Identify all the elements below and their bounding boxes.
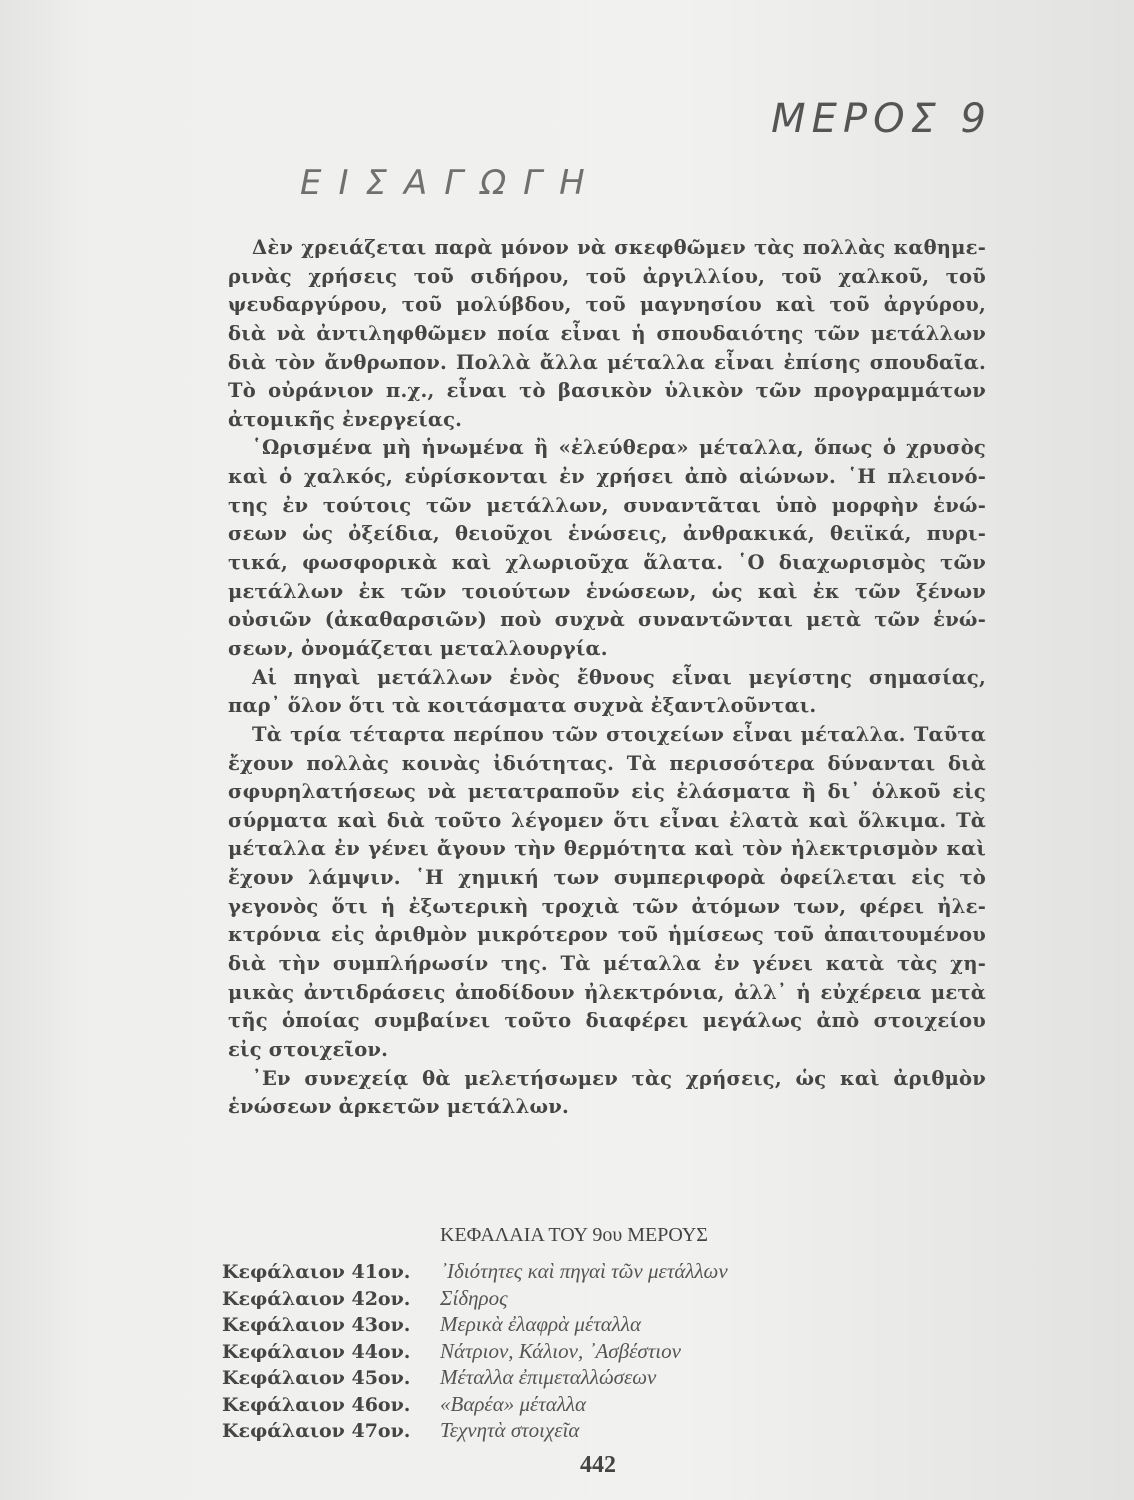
part-heading: ΜΕΡΟΣ 9 <box>771 96 992 142</box>
text-line: σεων ὡς ὀξείδια, θειοῦχοι ἑνώσεις, ἀνθρακικά, θειϊκά, πυρι- <box>228 522 986 546</box>
text-line: διὰ τὸν ἄνθρωπον. Πολλὰ ἄλλα μέταλλα εἶναι ἐπίσης σπουδαῖα. <box>228 350 986 374</box>
paragraph <box>228 234 986 434</box>
paragraph <box>228 434 986 663</box>
text-line: σύρματα καὶ διὰ τοῦτο λέγομεν ὅτι εἶναι ἐλατὰ καὶ ὅλκιμα. Τὰ <box>228 808 986 832</box>
chapter-label: Κεφάλαιον 45ον. <box>222 1367 411 1389</box>
chapter-title: ᾽Ιδιότητες καὶ πηγαὶ τῶν μετάλλων <box>440 1259 728 1283</box>
text-line: ἀτομικῆς ἐνεργείας. <box>228 407 463 431</box>
text-line: κτρόνια εἰς ἀριθμὸν μικρότερον τοῦ ἡμίσεως τοῦ ἀπαιτουμένου <box>228 923 986 947</box>
text-line: μέταλλα ἐν γένει ἄγουν τὴν θερμότητα καὶ τὸν ἠλεκτρισμὸν καὶ <box>228 837 986 861</box>
chapter-title: Μερικὰ ἐλαφρὰ μέταλλα <box>440 1312 641 1336</box>
chapters-heading: ΚΕΦΑΛΑΙΑ ΤΟΥ 9ου ΜΕΡΟΥΣ <box>440 1224 708 1246</box>
text-line: ἔχουν πολλὰς κοινὰς ἰδιότητας. Τὰ περισσότερα δύνανται διὰ <box>228 751 986 775</box>
chapter-title: «Βαρέα» μέταλλα <box>440 1391 587 1416</box>
chapter-row <box>222 1417 728 1444</box>
chapter-label: Κεφάλαιον 42ον. <box>222 1287 411 1310</box>
text-line: μικὰς ἀντιδράσεις ἀποδίδουν ἠλεκτρόνια, ἀλλ᾽ ἡ εὐχέρεια μετὰ <box>228 980 986 1004</box>
text-line: σεων, ὀνομάζεται μεταλλουργία. <box>228 636 608 660</box>
text-line: τικά, φωσφορικὰ καὶ χλωριοῦχα ἅλατα. ῾Ο διαχωρισμὸς τῶν <box>228 551 986 575</box>
chapter-title: Σίδηρος <box>440 1285 508 1310</box>
paragraph <box>228 664 986 721</box>
text-line: ψευδαργύρου, τοῦ μολύβδου, τοῦ μαγνησίου καὶ τοῦ ἀργύρου, <box>228 293 986 317</box>
page-number: 442 <box>580 1452 616 1478</box>
chapter-row <box>222 1338 728 1365</box>
text-line: Τὰ τρία τέταρτα περίπου τῶν στοιχείων εἶναι μέταλλα. Ταῦτα <box>252 722 986 746</box>
text-line: γεγονὸς ὅτι ἡ ἐξωτερικὴ τροχιὰ τῶν ἀτόμων των, φέρει ἠλε- <box>228 894 986 918</box>
paragraph <box>228 721 986 1065</box>
chapter-list <box>222 1258 728 1444</box>
text-line: καὶ ὁ χαλκός, εὑρίσκονται ἐν χρήσει ἀπὸ αἰώνων. ῾Η πλειονό- <box>228 465 986 489</box>
text-line: ῾Ωρισμένα μὴ ἡνωμένα ἢ «ἐλεύθερα» μέταλλα, ὅπως ὁ χρυσὸς <box>252 436 986 460</box>
text-line: Αἱ πηγαὶ μετάλλων ἑνὸς ἔθνους εἶναι μεγίστης σημασίας, <box>252 665 986 689</box>
text-line: οὐσιῶν (ἀκαθαρσιῶν) ποὺ συχνὰ συναντῶνται μετὰ τῶν ἑνώ- <box>228 608 986 632</box>
paragraph <box>228 1065 986 1122</box>
text-line: ἑνώσεων ἀρκετῶν μετάλλων. <box>228 1095 570 1119</box>
text-line: εἰς στοιχεῖον. <box>228 1037 389 1061</box>
chapter-row <box>222 1258 728 1285</box>
text-line: ἔχουν λάμψιν. ῾Η χημική των συμπεριφορὰ ὀφείλεται εἰς τὸ <box>228 866 986 890</box>
text-line: μετάλλων ἐκ τῶν τοιούτων ἑνώσεων, ὡς καὶ ἐκ τῶν ξένων <box>228 579 986 603</box>
chapter-title: Μέταλλα ἐπιμεταλλώσεων <box>440 1365 657 1389</box>
chapter-row <box>222 1311 728 1338</box>
text-line: της ἐν τούτοις τῶν μετάλλων, συναντᾶται ὑπὸ μορφὴν ἑνώ- <box>228 493 986 517</box>
text-line: διὰ νὰ ἀντιληφθῶμεν ποία εἶναι ἡ σπουδαιότης τῶν μετάλλων <box>228 321 986 345</box>
text-line: διὰ τὴν συμπλήρωσίν της. Τὰ μέταλλα ἐν γένει κατὰ τὰς χη- <box>228 952 986 976</box>
chapter-label: Κεφάλαιον 44ον. <box>222 1340 411 1363</box>
text-line: Δὲν χρειάζεται παρὰ μόνον νὰ σκεφθῶμεν τὰς πολλὰς καθημε- <box>252 236 986 259</box>
body-text <box>228 234 986 1122</box>
chapter-label: Κεφάλαιον 41ον. <box>222 1261 411 1283</box>
text-line: Τὸ οὐράνιον π.χ., εἶναι τὸ βασικὸν ὑλικὸν τῶν προγραμμάτων <box>228 379 986 403</box>
chapter-label: Κεφάλαιον 43ον. <box>222 1314 411 1336</box>
text-line: ρινὰς χρήσεις τοῦ σιδήρου, τοῦ ἀργιλλίου, τοῦ χαλκοῦ, τοῦ <box>228 264 986 288</box>
chapter-title: Νάτριον, Κάλιον, ᾽Ασβέστιον <box>440 1338 681 1363</box>
chapter-row <box>222 1285 728 1312</box>
chapter-label: Κεφάλαιον 46ον. <box>222 1393 411 1416</box>
chapter-title: Τεχνητὰ στοιχεῖα <box>440 1418 580 1442</box>
section-title: ΕΙΣΑΓΩΓΗ <box>300 163 602 203</box>
text-line: παρ᾽ ὅλον ὅτι τὰ κοιτάσματα συχνὰ ἐξαντλοῦνται. <box>228 694 817 718</box>
text-line: ᾽Εν συνεχείᾳ θὰ μελετήσωμεν τὰς χρήσεις, ὡς καὶ ἀριθμὸν <box>252 1066 986 1090</box>
text-line: σφυρηλατήσεως νὰ μετατραποῦν εἰς ἐλάσματα ἢ δι᾽ ὁλκοῦ εἰς <box>228 780 986 804</box>
chapter-row <box>222 1391 728 1418</box>
chapter-label: Κεφάλαιον 47ον. <box>222 1420 411 1442</box>
text-line: τῆς ὁποίας συμβαίνει τοῦτο διαφέρει μεγάλως ἀπὸ στοιχείου <box>228 1009 986 1033</box>
chapter-row <box>222 1364 728 1391</box>
